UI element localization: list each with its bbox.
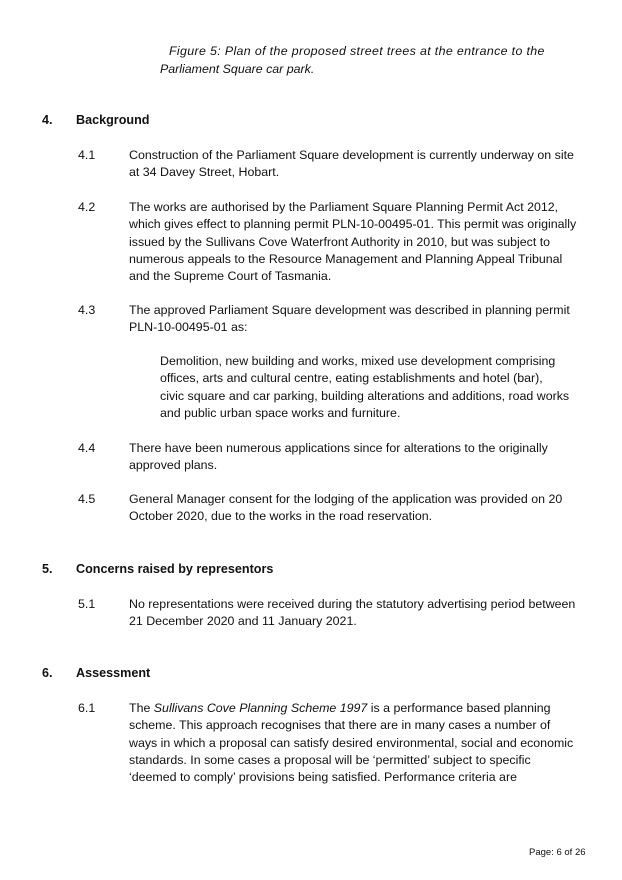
paragraph-5-1 [78,596,588,631]
page-number-footer: Page: 6 of 26 [529,847,586,858]
paragraph-text: No representations were received during the statutory advertising period between 21 December 2020 and 11 January 2021. [129,597,576,629]
section-title: Assessment [76,666,151,680]
paragraph-number: 4.4 [78,441,96,455]
paragraph-4-1 [78,147,588,182]
caption-line-1: Figure 5: Plan of the proposed street trees at the entrance to the [169,44,545,58]
paragraph-text: There have been numerous applications since for alterations to the originally approved plans. [129,441,548,473]
paragraph-text [129,700,579,786]
text-before: The [129,701,154,715]
planning-scheme-title: Sullivans Cove Planning Scheme 1997 [153,701,368,715]
section-number: 4. [42,113,53,127]
paragraph-number: 5.1 [78,597,96,611]
figure-caption [160,42,585,78]
paragraph-text: General Manager consent for the lodging of the application was provided on 20 October 2020, due to the works in the road reservation. [129,492,563,524]
section-title: Concerns raised by representors [76,562,274,576]
section-title: Background [76,113,150,127]
paragraph-number: 4.3 [78,303,96,317]
text-after: is a performance based planning scheme. This approach recognises that there are in many cases a number of ways in which a proposal can satisfy desired environmental, social and economic standards. In some cases a proposal will be ‘permitted’ subject to specific ‘deemed to comply’ provisions being satisfied. Performance criteria are [129,701,574,785]
paragraph-6-1 [78,700,588,786]
paragraph-number: 6.1 [78,701,96,715]
paragraph-number: 4.5 [78,492,96,506]
caption-line-2: Parliament Square car park. [160,62,315,76]
paragraph-text: The approved Parliament Square development was described in planning permit PLN-10-00495-01 as: [129,303,570,335]
paragraph-number: 4.1 [78,148,96,162]
section-number: 5. [42,562,53,576]
paragraph-4-3 [78,302,588,337]
paragraph-4-5 [78,491,588,526]
paragraph-text: The works are authorised by the Parliament Square Planning Permit Act 2012, which gives effect to planning permit PLN-10-00495-01. This permit was originally issued by the Sullivans Cove Waterfront Authority in 2010, but was subject to numerous appeals to the Resource Management and Planning Appeal Tribunal and the Supreme Court of Tasmania. [129,200,577,284]
paragraph-4-2 [78,199,588,285]
permit-description-quote: Demolition, new building and works, mixed use development comprising offices, arts and cultural centre, eating establishments and hotel (bar), civic square and car parking, building alterations and additions, road works and public urban space works and furniture. [160,354,570,420]
section-number: 6. [42,666,53,680]
paragraph-4-4 [78,440,588,475]
paragraph-text: Construction of the Parliament Square development is currently underway on site at 34 Davey Street, Hobart. [129,148,574,180]
paragraph-number: 4.2 [78,200,96,214]
